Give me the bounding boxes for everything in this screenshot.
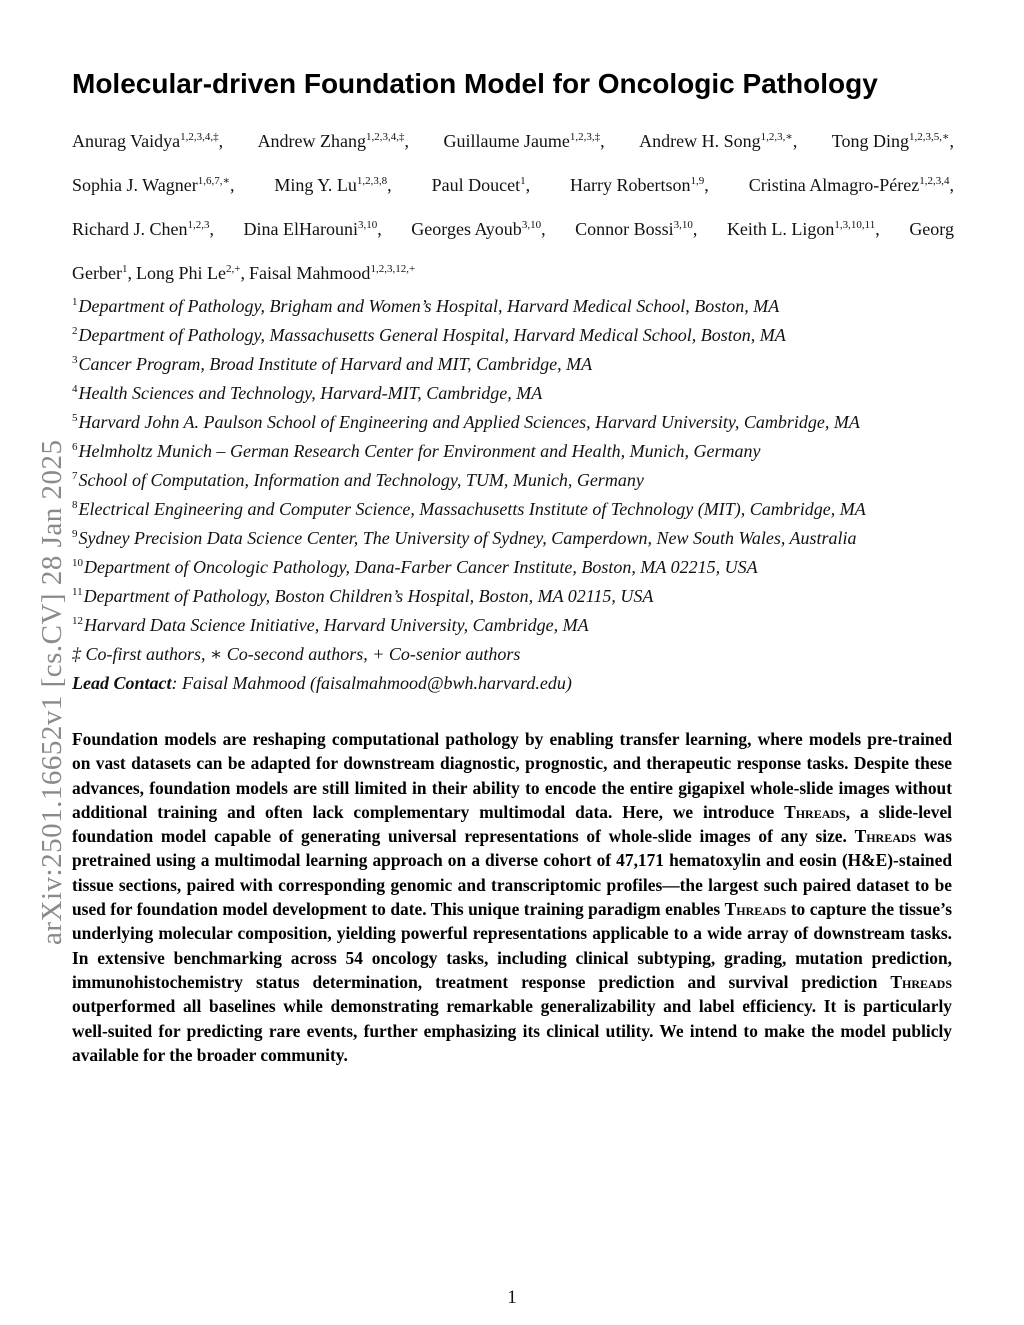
author-name: Paul Doucet (431, 175, 521, 195)
author-separator: , (240, 263, 245, 283)
affiliation-number: 2 (72, 325, 78, 337)
author (832, 119, 954, 163)
author-separator: , (600, 131, 605, 151)
affiliation-list (72, 292, 962, 698)
author-name: Sophia J. Wagner (72, 175, 198, 195)
affiliation-text: Health Sciences and Technology, Harvard-MIT, Cambridge, MA (78, 383, 543, 403)
affiliation-text: Harvard Data Science Initiative, Harvard University, Cambridge, MA (84, 615, 589, 635)
author-affiliation-marks: 1 (121, 263, 128, 275)
abstract-part: to capture the tissue’s underlying molecular composition, yielding powerful representations applicable to a wide array of downstream tasks. In extensive benchmarking across 54 oncology tasks, including clinical subtyping, grading, mutation prediction, immunohistochemistry status determination, treatment response prediction and survival prediction (72, 899, 952, 992)
author-separator: , (792, 131, 798, 151)
model-name: Threads (784, 801, 846, 822)
author-affiliation-marks: 1,2,3,4,‡ (366, 131, 405, 143)
model-name: Threads (724, 899, 787, 920)
author-separator: , (218, 131, 224, 151)
author-affiliation-marks: 3,10 (358, 219, 378, 231)
affiliation-number: 7 (72, 470, 78, 482)
author-affiliation-marks: 3,10 (673, 219, 693, 231)
author-separator: , (949, 131, 954, 151)
page-number: 1 (507, 1287, 517, 1308)
author-affiliation-marks: 1,2,3,∗ (760, 131, 793, 143)
author (570, 163, 709, 207)
author-affiliation-marks: 1,2,3 (187, 219, 210, 231)
affiliation-number: 6 (72, 441, 78, 453)
author-affiliation-marks: 2,+ (225, 263, 241, 275)
affiliation (72, 582, 962, 611)
author-name: Tong Ding (831, 131, 909, 151)
affiliation-number: 8 (72, 499, 78, 511)
author-name: Harry Robertson (570, 175, 691, 195)
affiliation (72, 611, 962, 640)
author (249, 251, 415, 295)
affiliation-number: 11 (72, 586, 83, 598)
affiliation-text: Department of Oncologic Pathology, Dana-Farber Cancer Institute, Boston, MA 02215, USA (84, 557, 758, 577)
author-name: Dina ElHarouni (243, 219, 358, 239)
affiliation-text: Department of Pathology, Boston Children’s Hospital, Boston, MA 02115, USA (83, 586, 654, 606)
affiliation-number: 5 (72, 412, 78, 424)
affiliation (72, 379, 962, 408)
author (432, 163, 530, 207)
author-affiliation-marks: 1 (520, 175, 526, 187)
affiliation (72, 495, 962, 524)
author-separator: , (377, 219, 382, 239)
author-name: Connor Bossi (575, 219, 674, 239)
author-name: Anurag Vaidya (72, 131, 181, 151)
author (727, 207, 880, 251)
author-line (72, 207, 954, 251)
author (72, 119, 223, 163)
author-affiliation-marks: 1,6,7,∗ (197, 175, 230, 187)
author-separator: , (704, 175, 709, 195)
author-name: Guillaume Jaume (443, 131, 570, 151)
author (639, 119, 797, 163)
abstract (72, 727, 952, 1067)
author-affiliation-marks: 1,2,3,8 (356, 175, 388, 187)
author-separator: , (875, 219, 880, 239)
author-affiliation-marks: 1,9 (690, 175, 705, 187)
affiliation (72, 553, 962, 582)
affiliation (72, 350, 962, 379)
author (443, 119, 604, 163)
author-name: Faisal Mahmood (248, 263, 371, 283)
author-affiliation-marks: 1,3,10,11 (834, 219, 876, 231)
abstract-part: Foundation models are reshaping computational pathology by enabling transfer learning, where models pre-trained on vast datasets can be adapted for downstream diagnostic, prognostic, and therapeutic response tasks. Despite these advances, foundation models are still limited in their ability to encode the entire gigapixel whole-slide images without additional training and often lack complementary multimodal data. Here, we introduce (72, 729, 952, 822)
affiliation-text: Harvard John A. Paulson School of Engineering and Applied Sciences, Harvard University, Cambridge, MA (78, 412, 860, 432)
author (136, 251, 245, 295)
model-name: Threads (854, 826, 917, 847)
affiliation (72, 437, 962, 466)
author-separator: , (692, 219, 698, 239)
author-separator: , (229, 175, 235, 195)
lead-contact (72, 669, 962, 698)
author-name: Georg (909, 219, 954, 239)
affiliation (72, 292, 962, 321)
author-affiliation-marks: 1,2,3,4 (919, 175, 950, 187)
author-name: Andrew H. Song (639, 131, 761, 151)
author-name: Keith L. Ligon (726, 219, 835, 239)
author-affiliation-marks: 1,2,3,4,‡ (180, 131, 219, 143)
author-affiliation-marks: 1,2,3,12,+ (370, 263, 416, 275)
author-name: Richard J. Chen (72, 219, 188, 239)
author-affiliation-marks: 1,2,3,5,∗ (909, 131, 950, 143)
affiliation-text: School of Computation, Information and Technology, TUM, Munich, Germany (78, 470, 644, 490)
author-name: Gerber (72, 263, 122, 283)
affiliation-text: Department of Pathology, Massachusetts General Hospital, Harvard Medical School, Boston, MA (78, 325, 786, 345)
abstract-part: outperformed all baselines while demonstrating remarkable generalizability and label efficiency. It is particularly well-suited for predicting rare events, further emphasizing its clinical utility. We intend to make the model publicly available for the broader community. (72, 996, 952, 1065)
affiliation (72, 321, 962, 350)
affiliation-text: Helmholtz Munich – German Research Center for Environment and Health, Munich, Germany (78, 441, 761, 461)
author (72, 163, 234, 207)
arxiv-identifier: arXiv:2501.16652v1 [cs.CV] 28 Jan 2025 (36, 439, 68, 945)
author-separator: , (404, 131, 410, 151)
affiliation (72, 524, 962, 553)
author-name: Ming Y. Lu (274, 175, 357, 195)
author-affiliation-marks: 3,10 (521, 219, 542, 231)
affiliation (72, 466, 962, 495)
affiliation-text: Cancer Program, Broad Institute of Harvard and MIT, Cambridge, MA (78, 354, 593, 374)
author (749, 163, 954, 207)
author-affiliation-marks: 1,2,3,‡ (569, 131, 601, 143)
author-name: Georges Ayoub (411, 219, 522, 239)
affiliation-number: 9 (72, 528, 78, 540)
affiliation-number: 12 (72, 615, 83, 627)
author-separator: , (127, 263, 132, 283)
affiliation-number: 4 (72, 383, 78, 395)
affiliation-text: Electrical Engineering and Computer Science, Massachusetts Institute of Technology (MIT), Cambridge, MA (78, 499, 866, 519)
abstract-part: was pretrained using a multimodal learning approach on a diverse cohort of 47,171 hematoxylin and eosin (H&E)-stained tissue sections, paired with corresponding genomic and transcriptomic profiles—the largest such paired dataset to be used for foundation model development to date. This unique training paradigm enables (72, 826, 952, 920)
affiliation-number: 3 (72, 354, 78, 366)
affiliation (72, 408, 962, 437)
author-name: Andrew Zhang (257, 131, 367, 151)
author-notes: ‡ Co-first authors, ∗ Co-second authors, + Co-senior authors (72, 644, 521, 664)
author (258, 119, 409, 163)
author-line (72, 119, 954, 163)
affiliation-number: 1 (72, 296, 78, 308)
author-line (72, 163, 954, 207)
paper-title: Molecular-driven Foundation Model for Oncologic Pathology (72, 68, 878, 99)
author (72, 251, 132, 295)
author-separator: , (541, 219, 546, 239)
author-separator: , (949, 175, 954, 195)
author (274, 163, 391, 207)
lead-contact-label: Lead Contact (72, 673, 172, 693)
abstract-part: , a slide-level foundation model capable of generating universal representations of whole-slide images of any size. (72, 801, 952, 847)
author-separator: , (209, 219, 214, 239)
affiliation-text: Department of Pathology, Brigham and Women’s Hospital, Harvard Medical School, Boston, MA (78, 296, 780, 316)
author (575, 207, 697, 251)
author-separator: , (387, 175, 392, 195)
author-list (72, 119, 954, 295)
affiliation-text: Sydney Precision Data Science Center, The University of Sydney, Camperdown, New South Wales, Australia (78, 528, 857, 548)
author (909, 207, 954, 251)
author (411, 207, 545, 251)
author-separator: , (525, 175, 531, 195)
author-name: Long Phi Le (135, 263, 226, 283)
author (244, 207, 382, 251)
affiliation-number: 10 (72, 557, 83, 569)
model-name: Threads (890, 971, 952, 992)
author-name: Cristina Almagro-Pérez (748, 175, 920, 195)
lead-contact-text: : Faisal Mahmood (faisalmahmood@bwh.harvard.edu) (171, 673, 572, 693)
author-line (72, 251, 954, 295)
author (72, 207, 214, 251)
